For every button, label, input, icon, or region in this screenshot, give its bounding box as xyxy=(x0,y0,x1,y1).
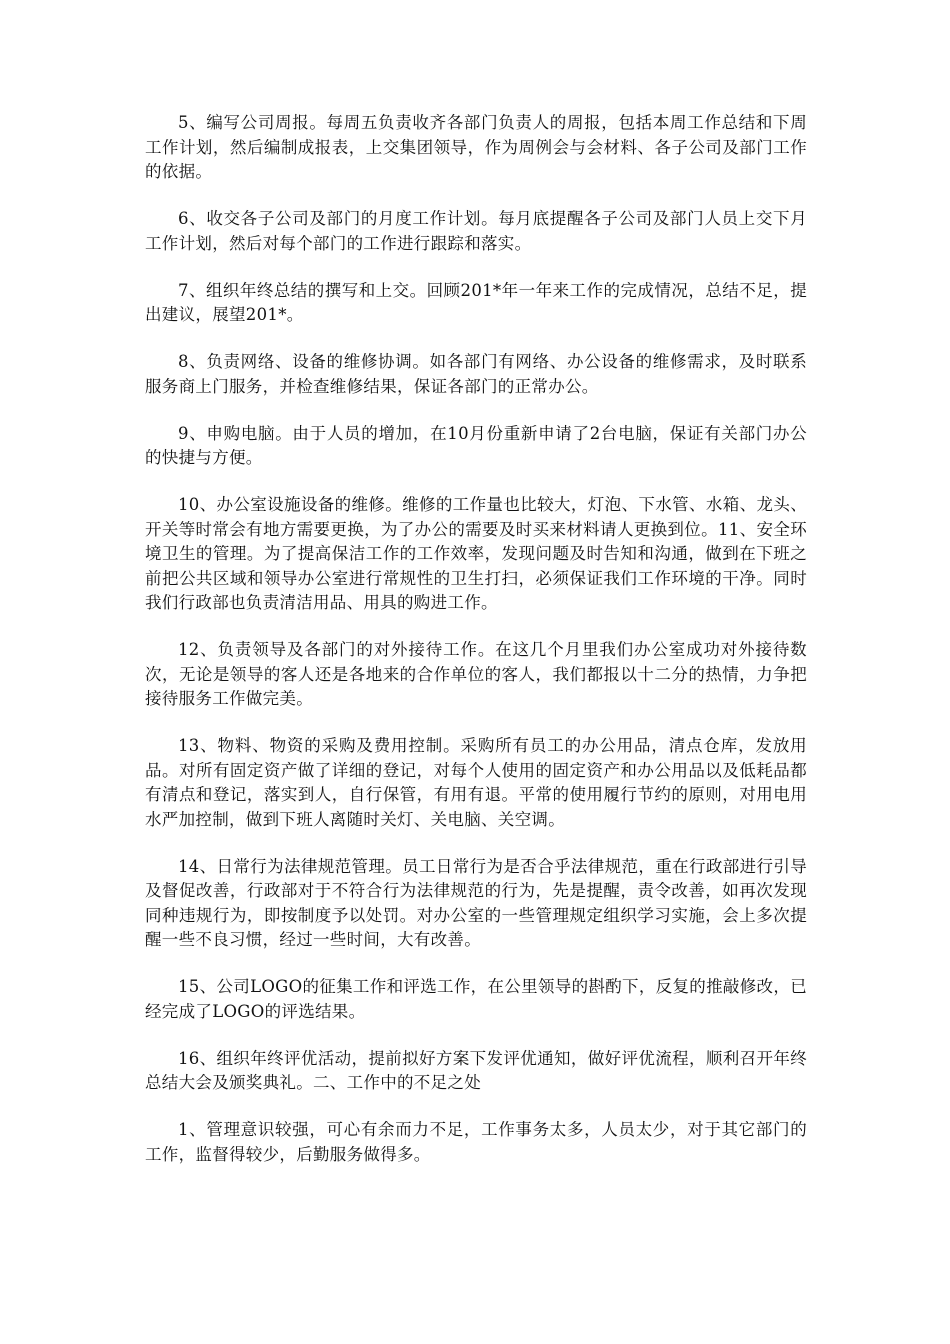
paragraph-item-15: 15、公司LOGO的征集工作和评选工作，在公里领导的斟酌下，反复的推敲修改，已经完成了LOGO的评选结果。 xyxy=(145,977,807,1021)
paragraph-item-9: 9、申购电脑。由于人员的增加，在10月份重新申请了2台电脑，保证有关部门办公的快捷与方便。 xyxy=(145,423,807,467)
document-body xyxy=(145,111,807,1190)
paragraph-item-13: 13、物料、物资的采购及费用控制。采购所有员工的办公用品，清点仓库，发放用品。对所有固定资产做了详细的登记，对每个人使用的固定资产和办公用品以及低耗品都有清点和登记，落实到人，自行保管，有用有退。平常的使用履行节约的原则，对用电用水严加控制，做到下班人离随时关灯、关电脑、关空调。 xyxy=(145,736,807,829)
paragraph-item-14: 14、日常行为法律规范管理。员工日常行为是否合乎法律规范，重在行政部进行引导及督促改善，行政部对于不符合行为法律规范的行为，先是提醒，责令改善，如再次发现同种违规行为，即按制度予以处罚。对办公室的一些管理规定组织学习实施，会上多次提醒一些不良习惯，经过一些时间，大有改善。 xyxy=(145,856,807,949)
paragraph-shortcoming-1: 1、管理意识较强，可心有余而力不足，工作事务太多，人员太少，对于其它部门的工作，监督得较少，后勤服务做得多。 xyxy=(145,1120,807,1164)
paragraph-item-12: 12、负责领导及各部门的对外接待工作。在这几个月里我们办公室成功对外接待数次，无论是领导的客人还是各地来的合作单位的客人，我们都报以十二分的热情，力争把接待服务工作做完美。 xyxy=(145,640,807,708)
paragraph-item-10-11: 10、办公室设施设备的维修。维修的工作量也比较大，灯泡、下水管、水箱、龙头、开关等时常会有地方需要更换，为了办公的需要及时买来材料请人更换到位。11、安全环境卫生的管理。为了提高保洁工作的工作效率，发现问题及时告知和沟通，做到在下班之前把公共区域和领导办公室进行常规性的卫生打扫，必须保证我们工作环境的干净。同时我们行政部也负责清洁用品、用具的购进工作。 xyxy=(145,495,807,612)
paragraph-item-6: 6、收交各子公司及部门的月度工作计划。每月底提醒各子公司及部门人员上交下月工作计划，然后对每个部门的工作进行跟踪和落实。 xyxy=(145,209,807,253)
paragraph-item-5: 5、编写公司周报。每周五负责收齐各部门负责人的周报，包括本周工作总结和下周工作计划，然后编制成报表，上交集团领导，作为周例会与会材料、各子公司及部门工作的依据。 xyxy=(145,113,807,181)
paragraph-item-16: 16、组织年终评优活动，提前拟好方案下发评优通知，做好评优流程，顺利召开年终总结大会及颁奖典礼。二、工作中的不足之处 xyxy=(145,1048,807,1092)
paragraph-item-8: 8、负责网络、设备的维修协调。如各部门有网络、办公设备的维修需求，及时联系服务商上门服务，并检查维修结果，保证各部门的正常办公。 xyxy=(145,352,807,396)
paragraph-item-7: 7、组织年终总结的撰写和上交。回顾201*年一年来工作的完成情况，总结不足，提出建议，展望201*。 xyxy=(145,280,807,324)
